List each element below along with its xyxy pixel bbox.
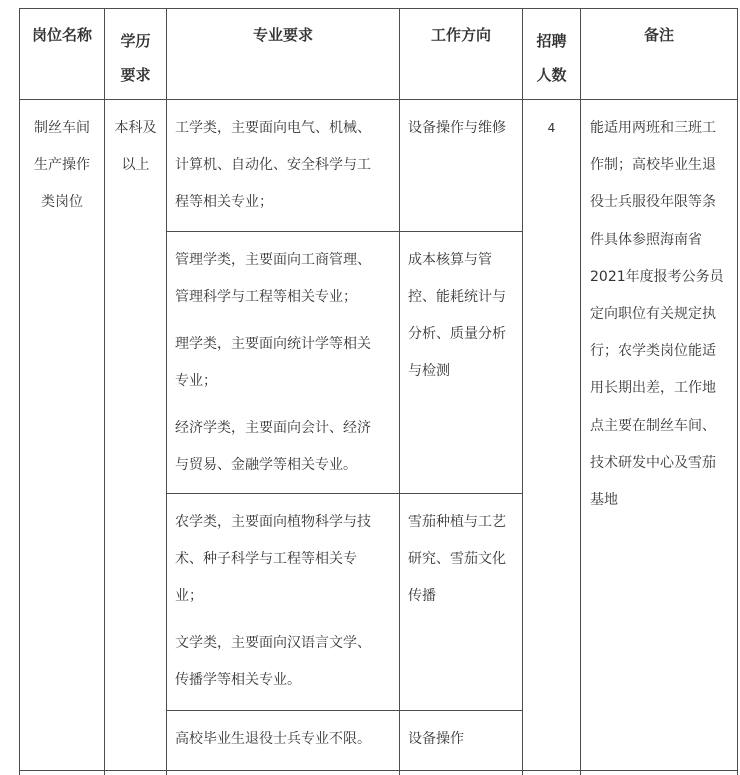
major-paragraph bbox=[175, 625, 397, 699]
position-line: 制丝车间 bbox=[34, 120, 90, 136]
direction-line: 设备操作与维修 bbox=[408, 120, 506, 136]
remarks-line: 行；农学类岗位能适 bbox=[590, 343, 716, 360]
major-line: 工学类，主要面向电气、机械、 bbox=[175, 120, 371, 136]
position-line: 类岗位 bbox=[41, 194, 83, 210]
direction-line: 成本核算与管 bbox=[408, 252, 492, 268]
remarks-cell bbox=[590, 110, 736, 519]
remarks-line: 件具体参照海南省 bbox=[590, 231, 702, 248]
remarks-line: 基地 bbox=[590, 492, 618, 509]
major-cell-veterans bbox=[175, 721, 397, 758]
direction-line: 研究、雪茄文化 bbox=[408, 551, 506, 567]
group-divider-3 bbox=[166, 710, 523, 711]
group-divider-1 bbox=[166, 231, 523, 232]
direction-cell-equipment bbox=[408, 721, 520, 758]
education-line: 以上 bbox=[121, 157, 150, 173]
remarks-line: 2021年度报考公务员 bbox=[590, 268, 724, 285]
position-cell bbox=[20, 110, 104, 221]
direction-line: 雪茄种植与工艺 bbox=[408, 514, 506, 530]
header-recruit-line1: 招聘 bbox=[536, 32, 567, 50]
major-cell-management-science-economics bbox=[175, 242, 397, 484]
remarks-line: 点主要在制丝车间、 bbox=[590, 417, 716, 434]
group-divider-2 bbox=[166, 493, 523, 494]
major-line: 农学类，主要面向植物科学与技 bbox=[175, 514, 371, 530]
header-education-line1: 学历 bbox=[120, 32, 151, 50]
header-education-line2: 要求 bbox=[120, 66, 151, 84]
major-paragraph bbox=[175, 326, 397, 400]
header-recruit-count bbox=[523, 24, 580, 92]
major-line: 计算机、自动化、安全科学与工 bbox=[175, 157, 371, 173]
major-cell-agriculture-literature bbox=[175, 504, 397, 699]
major-line: 传播学等相关专业。 bbox=[175, 672, 301, 688]
major-line: 业； bbox=[175, 588, 203, 604]
major-line: 经济学类，主要面向会计、经济 bbox=[175, 420, 371, 436]
direction-line: 传播 bbox=[408, 588, 436, 604]
major-line: 管理科学与工程等相关专业； bbox=[175, 289, 357, 305]
major-paragraph bbox=[175, 110, 397, 221]
major-line: 管理学类，主要面向工商管理、 bbox=[175, 252, 371, 268]
header-direction: 工作方向 bbox=[430, 26, 491, 44]
remarks-line: 能适用两班和三班工 bbox=[590, 120, 716, 136]
major-paragraph bbox=[175, 504, 397, 615]
direction-cell-equipment-maintenance bbox=[408, 110, 520, 147]
header-remarks: 备注 bbox=[643, 26, 674, 44]
table-border-right bbox=[737, 8, 738, 775]
header-major: 专业要求 bbox=[252, 26, 313, 44]
direction-line: 设备操作 bbox=[408, 731, 464, 747]
recruit-count-value: 4 bbox=[547, 121, 556, 135]
column-divider-3 bbox=[399, 8, 400, 775]
header-position: 岗位名称 bbox=[31, 26, 92, 44]
major-line: 与贸易、金融学等相关专业。 bbox=[175, 457, 357, 473]
remarks-line: 役士兵服役年限等条 bbox=[590, 194, 716, 211]
direction-line: 分析、质量分析 bbox=[408, 326, 506, 342]
direction-cell-cost-quality bbox=[408, 242, 520, 390]
direction-line: 与检测 bbox=[408, 363, 450, 379]
major-line: 专业； bbox=[175, 373, 217, 389]
remarks-line: 用长期出差，工作地 bbox=[590, 380, 716, 397]
table-border-top bbox=[19, 8, 738, 9]
header-divider bbox=[19, 99, 738, 100]
education-line: 本科及 bbox=[114, 120, 157, 136]
column-divider-5 bbox=[580, 8, 581, 775]
major-line: 术、种子科学与工程等相关专 bbox=[175, 551, 357, 567]
major-line: 高校毕业生退役士兵专业不限。 bbox=[175, 731, 371, 747]
direction-cell-cigar bbox=[408, 504, 520, 615]
education-cell bbox=[105, 110, 166, 184]
position-line: 生产操作 bbox=[34, 157, 90, 173]
direction-line: 控、能耗统计与 bbox=[408, 289, 506, 305]
remarks-line: 技术研发中心及雪茄 bbox=[590, 454, 716, 471]
header-education bbox=[105, 24, 166, 92]
major-paragraph bbox=[175, 410, 397, 484]
major-line: 程等相关专业； bbox=[175, 194, 273, 210]
major-paragraph bbox=[175, 242, 397, 316]
table-border-bottom bbox=[19, 770, 738, 771]
major-line: 文学类，主要面向汉语言文学、 bbox=[175, 635, 371, 651]
column-divider-2 bbox=[166, 8, 167, 775]
remarks-line: 作制；高校毕业生退 bbox=[590, 157, 716, 174]
major-cell-engineering bbox=[175, 110, 397, 221]
header-recruit-line2: 人数 bbox=[536, 66, 567, 84]
remarks-line: 定向职位有关规定执 bbox=[590, 306, 716, 323]
major-line: 理学类，主要面向统计学等相关 bbox=[175, 336, 371, 352]
